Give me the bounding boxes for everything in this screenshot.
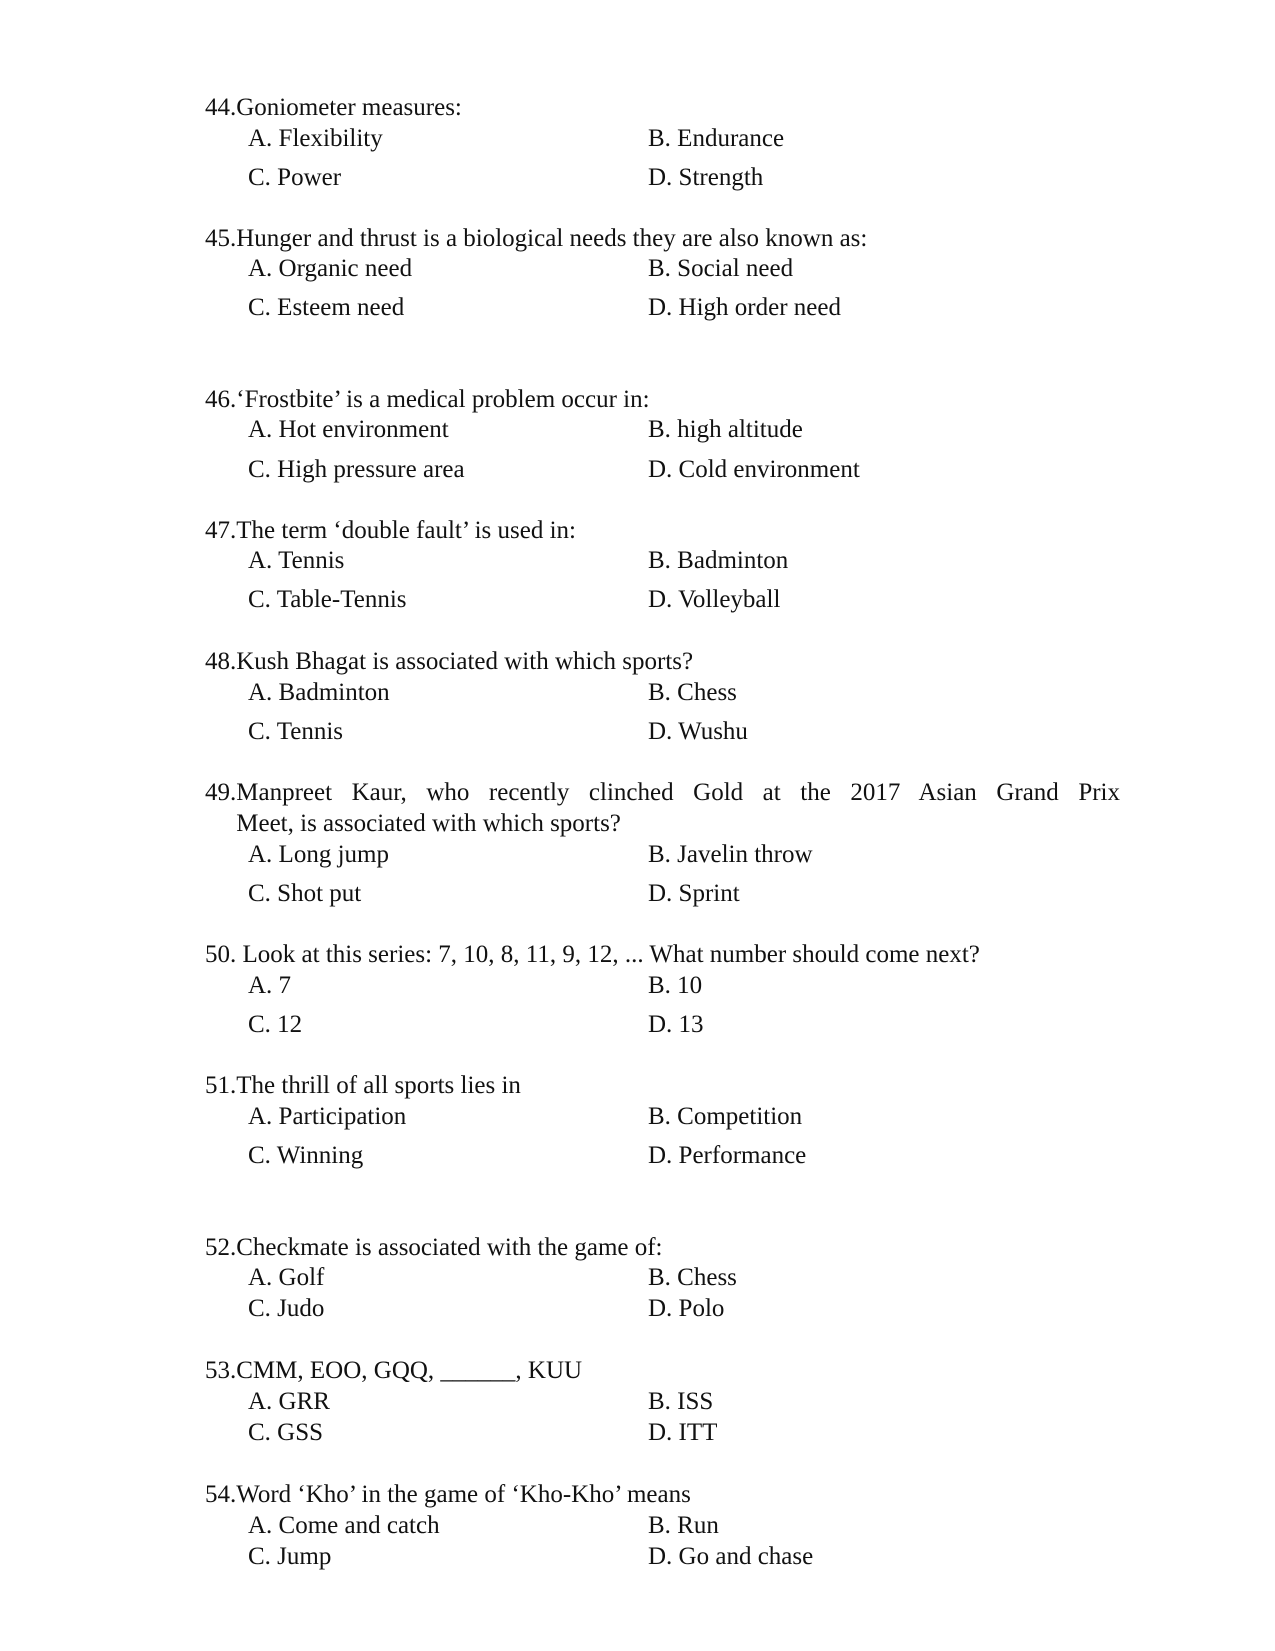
- option-c: C. GSS: [248, 1419, 324, 1446]
- question-50: [205, 939, 1120, 970]
- question-text: Word ‘Kho’ in the game of ‘Kho-Kho’ means: [236, 1481, 691, 1508]
- question-54: [205, 1479, 1120, 1510]
- option-b: B. Chess: [648, 679, 737, 706]
- question-46: [205, 384, 1120, 415]
- question-48: [205, 646, 1120, 677]
- question-text: Kush Bhagat is associated with which sports?: [236, 648, 694, 675]
- option-d: D. Performance: [648, 1142, 807, 1169]
- question-number: 49.: [205, 779, 237, 806]
- option-a: A. 7: [248, 972, 292, 999]
- question-text: The term ‘double fault’ is used in:: [236, 517, 576, 544]
- question-text: Look at this series: 7, 10, 8, 11, 9, 12, ... What number should come next?: [236, 941, 980, 968]
- question-number: 45.: [205, 225, 237, 252]
- question-52: [205, 1232, 1120, 1263]
- question-53: [205, 1355, 1120, 1386]
- option-c: C. Power: [248, 164, 342, 191]
- option-b: B. Badminton: [648, 547, 789, 574]
- question-47: [205, 515, 1120, 546]
- option-a: A. Golf: [248, 1264, 325, 1291]
- question-49: [205, 777, 1120, 839]
- option-b: B. ISS: [648, 1388, 714, 1415]
- option-d: D. Volleyball: [648, 586, 781, 613]
- option-a: A. Hot environment: [248, 416, 449, 443]
- option-d: D. 13: [648, 1011, 704, 1038]
- option-d: D. ITT: [648, 1419, 718, 1446]
- question-text: The thrill of all sports lies in: [236, 1072, 521, 1099]
- question-number: 54.: [205, 1481, 237, 1508]
- option-b: B. Javelin throw: [648, 841, 813, 868]
- option-b: B. Social need: [648, 255, 794, 282]
- option-b: B. high altitude: [648, 416, 803, 443]
- option-b: B. Run: [648, 1512, 719, 1539]
- option-a: A. Tennis: [248, 547, 345, 574]
- question-text: CMM, EOO, GQQ, ______, KUU: [236, 1357, 583, 1384]
- question-text: Checkmate is associated with the game of:: [236, 1234, 663, 1261]
- question-45: [205, 223, 1120, 254]
- option-d: D. Wushu: [648, 718, 748, 745]
- question-text-line-2: Meet, is associated with which sports?: [236, 810, 621, 837]
- question-number: 48.: [205, 648, 237, 675]
- question-number: 50.: [205, 941, 237, 968]
- question-text: ‘Frostbite’ is a medical problem occur in:: [236, 386, 650, 413]
- option-b: B. Chess: [648, 1264, 737, 1291]
- option-c: C. 12: [248, 1011, 303, 1038]
- option-c: C. Table-Tennis: [248, 586, 407, 613]
- option-b: B. 10: [648, 972, 703, 999]
- option-d: D. Strength: [648, 164, 764, 191]
- option-a: A. GRR: [248, 1388, 330, 1415]
- option-a: A. Organic need: [248, 255, 413, 282]
- question-text: Hunger and thrust is a biological needs they are also known as:: [236, 225, 868, 252]
- option-a: A. Come and catch: [248, 1512, 440, 1539]
- question-number: 47.: [205, 517, 237, 544]
- question-number: 46.: [205, 386, 237, 413]
- option-d: D. Sprint: [648, 880, 740, 907]
- option-d: D. Go and chase: [648, 1543, 814, 1570]
- option-c: C. Tennis: [248, 718, 344, 745]
- question-text-line-1: Manpreet Kaur, who recently clinched Gold at the 2017 Asian Grand Prix: [236, 779, 1120, 806]
- option-c: C. Judo: [248, 1295, 325, 1322]
- option-c: C. High pressure area: [248, 456, 465, 483]
- option-a: A. Long jump: [248, 841, 389, 868]
- question-44: [205, 92, 1120, 123]
- option-b: B. Endurance: [648, 125, 785, 152]
- option-d: D. High order need: [648, 294, 841, 321]
- option-d: D. Cold environment: [648, 456, 860, 483]
- question-number: 44.: [205, 94, 237, 121]
- option-a: A. Flexibility: [248, 125, 383, 152]
- question-51: [205, 1070, 1120, 1101]
- question-number: 51.: [205, 1072, 237, 1099]
- option-d: D. Polo: [648, 1295, 725, 1322]
- option-a: A. Badminton: [248, 679, 390, 706]
- option-a: A. Participation: [248, 1103, 407, 1130]
- option-c: C. Esteem need: [248, 294, 405, 321]
- option-c: C. Jump: [248, 1543, 332, 1570]
- option-b: B. Competition: [648, 1103, 803, 1130]
- question-number: 53.: [205, 1357, 237, 1384]
- question-text: Goniometer measures:: [236, 94, 462, 121]
- option-c: C. Winning: [248, 1142, 364, 1169]
- question-text: [236, 777, 1120, 839]
- option-c: C. Shot put: [248, 880, 362, 907]
- question-number: 52.: [205, 1234, 237, 1261]
